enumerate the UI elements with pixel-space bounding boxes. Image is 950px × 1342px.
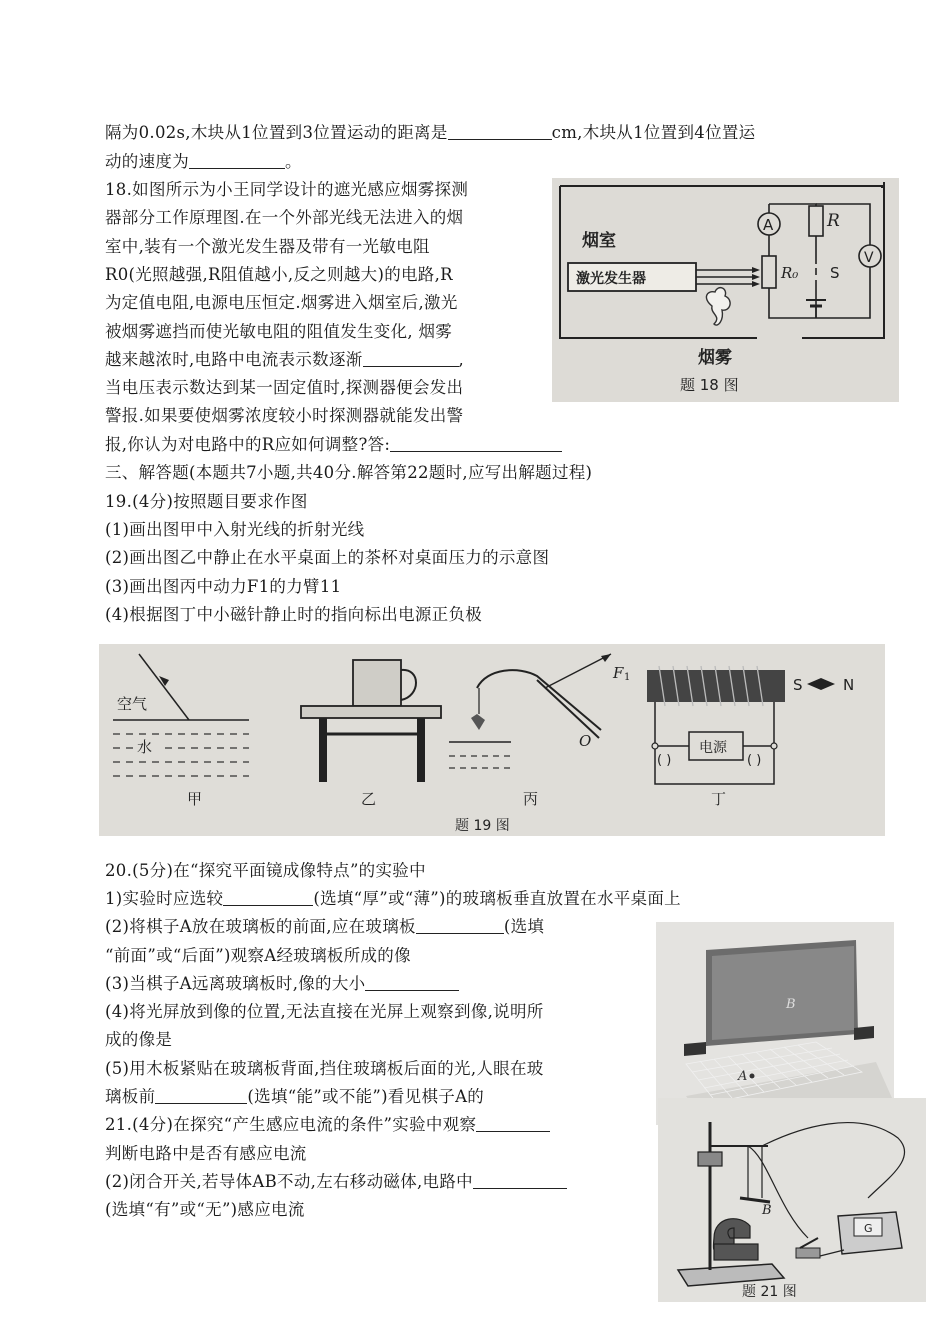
q19-item-2: (2)画出图乙中静止在水平桌面上的茶杯对桌面压力的示意图 (105, 548, 550, 567)
q19-fig-force-sub: 1 (624, 672, 631, 683)
q18-comma: , (458, 350, 465, 369)
q21-figure (658, 1098, 926, 1302)
q20-line-5: (4)将光屏放到像的位置,无法直接在光屏上观察到像,说明所 (105, 1002, 544, 1021)
q18-fig-smoke-label: 烟雾 (698, 348, 732, 368)
q17-text-a: 隔为0.02s,木块从1位置到3位置运动的距离是 (105, 123, 448, 142)
q18-line-5: 为定值电阻,电源电压恒定.烟雾进入烟室后,激光 (105, 293, 458, 312)
q19-fig-s-pole: S (793, 676, 803, 694)
q20-blank-size[interactable] (365, 974, 459, 991)
q18-text-answer: 报,你认为对电路中的R应如何调整?答: (105, 435, 391, 454)
q18-line-1: 18.如图所示为小王同学设计的遮光感应烟雾探测 (105, 180, 469, 199)
q19-fig-pivot: O (579, 732, 592, 750)
q18-line-10 (105, 434, 562, 456)
q19-fig-force: F (613, 664, 624, 682)
q17-line-2 (105, 151, 302, 173)
q20-blank-thickness[interactable] (223, 889, 313, 906)
q21-fig-label-b: B (762, 1203, 772, 1218)
q18-fig-resistor: R (827, 211, 840, 231)
q20-line-2 (105, 916, 544, 938)
q18-fig-switch: S (830, 264, 840, 282)
q21-line-4: (选填“有”或“无”)感应电流 (105, 1200, 305, 1219)
q21-blank-current[interactable] (473, 1172, 567, 1189)
q19-fig-caption: 题 19 图 (455, 818, 510, 834)
q18-figure (552, 178, 899, 402)
section-3-heading: 三、解答题(本题共7小题,共40分.解答第22题时,应写出解题过程) (105, 463, 593, 482)
q18-fig-caption: 题 18 图 (680, 376, 739, 394)
q18-fig-photoresistor: R₀ (781, 264, 799, 282)
q20-text-8a: 璃板前 (105, 1087, 156, 1106)
q20-fig-label-a: A (738, 1069, 748, 1084)
q20-text-2a: (2)将棋子A放在玻璃板的前面,应在玻璃板 (105, 917, 416, 936)
q18-fig-room-label: 烟室 (582, 231, 616, 251)
q18-fig-voltmeter: V (864, 250, 874, 266)
q19-fig-bracket-right: ( ) (747, 753, 762, 768)
q21-line-3 (105, 1171, 567, 1193)
q19-item-1: (1)画出图甲中入射光线的折射光线 (105, 520, 365, 539)
q19-fig-label-ding: 丁 (711, 790, 727, 808)
q21-blank-observe[interactable] (476, 1115, 550, 1132)
q20-line-7: (5)用木板紧贴在玻璃板背面,挡住玻璃板后面的光,人眼在玻 (105, 1059, 544, 1078)
q19-fig-water: 水 (137, 738, 153, 756)
q20-blank-can[interactable] (155, 1087, 247, 1104)
q21-fig-label-g: G (864, 1222, 873, 1235)
q21-fig-caption: 题 21 图 (742, 1284, 797, 1300)
q20-line-8 (105, 1086, 484, 1108)
q18-blank-answer[interactable] (390, 435, 562, 452)
q20-text-1b: (选填“厚”或“薄”)的玻璃板垂直放置在水平桌面上 (313, 889, 681, 908)
q18-line-3: 室中,装有一个激光发生器及带有一光敏电阻 (105, 237, 430, 256)
q20-line-1 (105, 888, 681, 910)
q20-text-1a: 1)实验时应选较 (105, 889, 224, 908)
q18-line-4: R0(光照越强,R阻值越小,反之则越大)的电路,R (105, 265, 453, 284)
q19-fig-label-yi: 乙 (361, 790, 377, 808)
q21-text-1a: 21.(4分)在探究“产生感应电流的条件”实验中观察 (105, 1115, 477, 1134)
q18-line-9: 警报.如果要使烟雾浓度较小时探测器就能发出警 (105, 406, 464, 425)
q18-line-7 (105, 349, 464, 371)
q18-fig-laser-label: 激光发生器 (576, 271, 646, 287)
q20-fig-label-b: B (786, 997, 796, 1012)
q18-blank-current[interactable] (363, 350, 459, 367)
q19-fig-n-pole: N (843, 676, 855, 694)
q19-fig-label-jia: 甲 (187, 790, 203, 808)
q18-line-2: 器部分工作原理图.在一个外部光线无法进入的烟 (105, 208, 464, 227)
q17-blank-speed[interactable] (189, 152, 285, 169)
q19-figure (99, 644, 885, 836)
q19-fig-air: 空气 (117, 695, 148, 713)
q17-blank-distance[interactable] (448, 123, 552, 140)
q21-line-1 (105, 1114, 550, 1136)
q19-title: 19.(4分)按照题目要求作图 (105, 492, 308, 511)
q18-fig-ammeter: A (763, 216, 774, 234)
q17-text-d: 。 (285, 152, 302, 171)
q17-text-b: cm,木块从1位置到4位置运 (551, 123, 756, 142)
q20-text-8b: (选填“能”或不能”)看见棋子A的 (247, 1087, 485, 1106)
q20-title: 20.(5分)在“探究平面镜成像特点”的实验中 (105, 861, 426, 880)
q20-figure (656, 922, 894, 1125)
q18-line-6: 被烟雾遮挡而使光敏电阻的阻值发生变化, 烟雾 (105, 322, 453, 341)
q20-blank-side[interactable] (416, 917, 504, 934)
q20-text-4a: (3)当棋子A远离玻璃板时,像的大小 (105, 974, 366, 993)
q19-item-3: (3)画出图丙中动力F1的力臂11 (105, 577, 342, 596)
q19-fig-power: 电源 (699, 740, 727, 756)
q20-line-4 (105, 973, 459, 995)
q19-item-4: (4)根据图丁中小磁针静止时的指向标出电源正负极 (105, 605, 483, 624)
q21-text-3a: (2)闭合开关,若导体AB不动,左右移动磁体,电路中 (105, 1172, 473, 1191)
q17-line-1 (105, 122, 755, 144)
q20-line-3: “前面”或“后面”)观察A经玻璃板所成的像 (105, 946, 411, 965)
q20-line-6: 成的像是 (105, 1030, 173, 1049)
q21-line-2: 判断电路中是否有感应电流 (105, 1144, 307, 1163)
q18-text-current: 越来越浓时,电路中电流表示数逐渐 (105, 350, 363, 369)
q19-fig-label-bing: 丙 (523, 790, 539, 808)
q17-text-c: 动的速度为 (105, 152, 189, 171)
q18-line-8: 当电压表示数达到某一固定值时,探测器便会发出 (105, 378, 464, 397)
q19-fig-bracket-left: ( ) (657, 753, 672, 768)
q20-text-2b: (选填 (503, 917, 545, 936)
